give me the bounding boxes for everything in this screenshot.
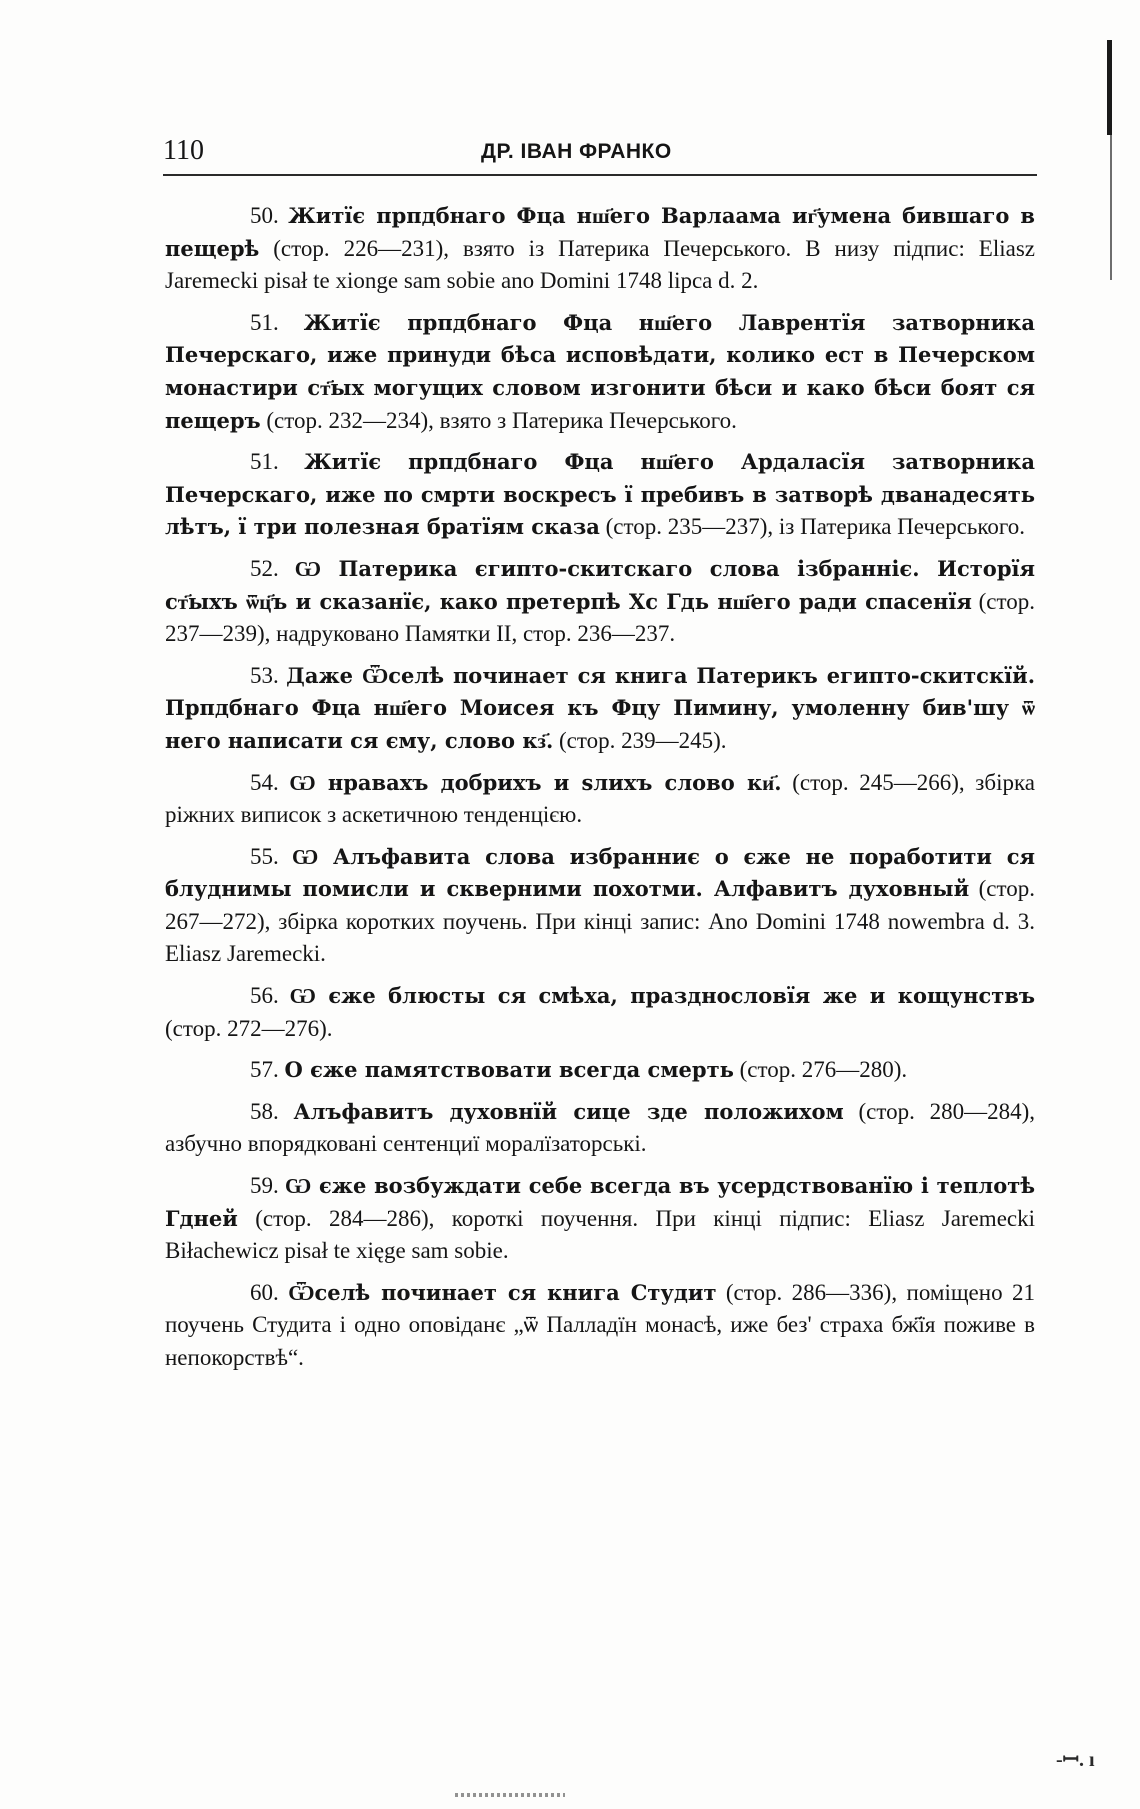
entry-title: Ѡ нравахъ добрихъ и ѕлихъ слово ки҃. xyxy=(289,769,782,795)
catalog-entry xyxy=(165,446,1035,544)
entry-description: (стор. 235—237), із Патерика Печерського. xyxy=(605,514,1026,540)
entry-number: 53. xyxy=(250,662,279,688)
entry-number: 50. xyxy=(250,203,279,228)
page-number: 110 xyxy=(163,135,204,166)
page-header xyxy=(163,134,1035,174)
catalog-entry xyxy=(165,1170,1035,1268)
catalog-entry xyxy=(165,1054,1035,1087)
catalog-entry xyxy=(165,980,1035,1045)
entry-description: (стор. 276—280). xyxy=(739,1057,908,1083)
entry-number: 57. xyxy=(250,1057,279,1083)
entry-description: (стор. 267—272), збірка коротких поучень. При кінці запис: Ano Domini 1748 nowembra d. 3. Eliasz Jaremecki. xyxy=(165,876,1036,967)
entry-description: (стор. 237—239), надруковано Памятки II, стор. 236—237. xyxy=(165,588,1035,647)
scan-edge-mark xyxy=(1110,135,1112,280)
page-corner-mark: -ꟷ. ı xyxy=(1056,1749,1095,1771)
entry-number: 58. xyxy=(250,1098,279,1124)
entry-description: (стор. 245—266), збірка ріжних виписок з аскетичною тенденцією. xyxy=(165,769,1035,828)
header-rule xyxy=(163,174,1037,176)
entry-description: (стор. 272—276). xyxy=(165,1015,333,1041)
catalog-entry xyxy=(165,841,1035,971)
catalog-entry xyxy=(165,307,1035,437)
catalog-entry xyxy=(165,767,1035,832)
catalog-entry xyxy=(165,660,1035,758)
entry-title: Житїє прпдбнаго Фца нш҃его Варлаама иг҃умена бившаго в пещерѣ xyxy=(165,203,1036,261)
entry-number: 51. xyxy=(250,449,279,475)
entry-title: Алъфавитъ духовнїй сице зде положихом xyxy=(293,1098,844,1124)
entry-number: 56. xyxy=(250,983,279,1009)
entry-number: 59. xyxy=(250,1173,279,1199)
entry-number: 54. xyxy=(250,769,279,795)
entry-number: 51. xyxy=(250,309,279,335)
scan-smudge xyxy=(455,1793,565,1797)
catalog-entry xyxy=(165,200,1035,298)
entry-number: 55. xyxy=(250,843,279,869)
entry-title: Ѡ Патерика єгипто-скитскаго слова ізбранніє. Исторїя ст҃ыхъ ѿц҃ъ и сказанїє, како претерпѣ Хс Гдь нш҃его ради спасенїя xyxy=(165,555,1035,614)
entry-description: (стор. 232—234), взято з Патерика Печерського. xyxy=(266,407,737,433)
catalog-entry xyxy=(165,1096,1035,1161)
entry-description: (стор. 280—284), азбучно впорядковані сентенциї моралїзаторські. xyxy=(165,1098,1035,1157)
catalog-entry xyxy=(165,1277,1035,1375)
entry-description: (стор. 286—336), поміщено 21 поучень Студита і одно оповіданє „ѿ Палладїн монасѣ, иже без' страха бж҃їя поживе в непокорствѣ“. xyxy=(165,1279,1036,1370)
entry-title: Даже Ѿселѣ починает ся книга Патерикъ египто-скитскїй. Прпдбнаго Фца нш҃его Моисея къ Фцу Пимину, умоленну бив'шу ѿ него написати ся єму, слово кз҃. xyxy=(165,662,1036,753)
catalog-entries xyxy=(165,200,1035,1384)
catalog-entry xyxy=(165,553,1035,651)
entry-title: Ѡ Алъфавита слова избранниє о єже не поработити ся блуднимы помисли и скверними похотми. Алфавитъ духовный xyxy=(165,843,1036,902)
entry-description: (стор. 284—286), короткі поучення. При кінці підпис: Eliasz Jaremecki Biłachewicz pisał te xięge sam sobie. xyxy=(165,1205,1036,1264)
entry-title: Житїє прпдбнаго Фца нш҃его Ардаласїя затворника Печерскаго, иже по смрти воскресъ ї пребивъ в затворѣ дванадесять лѣтъ, ї три полезная братїям сказа xyxy=(165,449,1035,540)
entry-title: Ѿселѣ починает ся книга Студит xyxy=(288,1279,717,1305)
entry-description: (стор. 226—231), взято із Патерика Печерського. В низу підпис: Eliasz Jaremecki pisał te xionge sam sobie ano Domini 1748 lipca d. 2. xyxy=(165,235,1035,294)
entry-title: Ѡ єже блюсты ся смѣха, празднословїя же и кощунствъ xyxy=(289,983,1035,1009)
entry-title: О єже памятствовати всегда смерть xyxy=(284,1057,734,1083)
scan-edge-mark xyxy=(1107,40,1112,135)
entry-description: (стор. 239—245). xyxy=(559,727,727,753)
entry-title: Ѡ єже возбуждати себе всегда въ усердствованїю і теплотѣ Гдней xyxy=(165,1173,1035,1231)
entry-number: 52. xyxy=(250,555,279,581)
entry-title: Житїє прпдбнаго Фца нш҃его Лаврентїя затворника Печерскаго, иже принуди бѣса исповѣдати, колико ест в Печерском монастири ст҃ых могущих словом изгонити бѣси и како бѣси боят ся пещеръ xyxy=(165,309,1035,433)
running-head: ДР. ІВАН ФРАНКО xyxy=(481,140,672,163)
entry-number: 60. xyxy=(250,1279,279,1305)
